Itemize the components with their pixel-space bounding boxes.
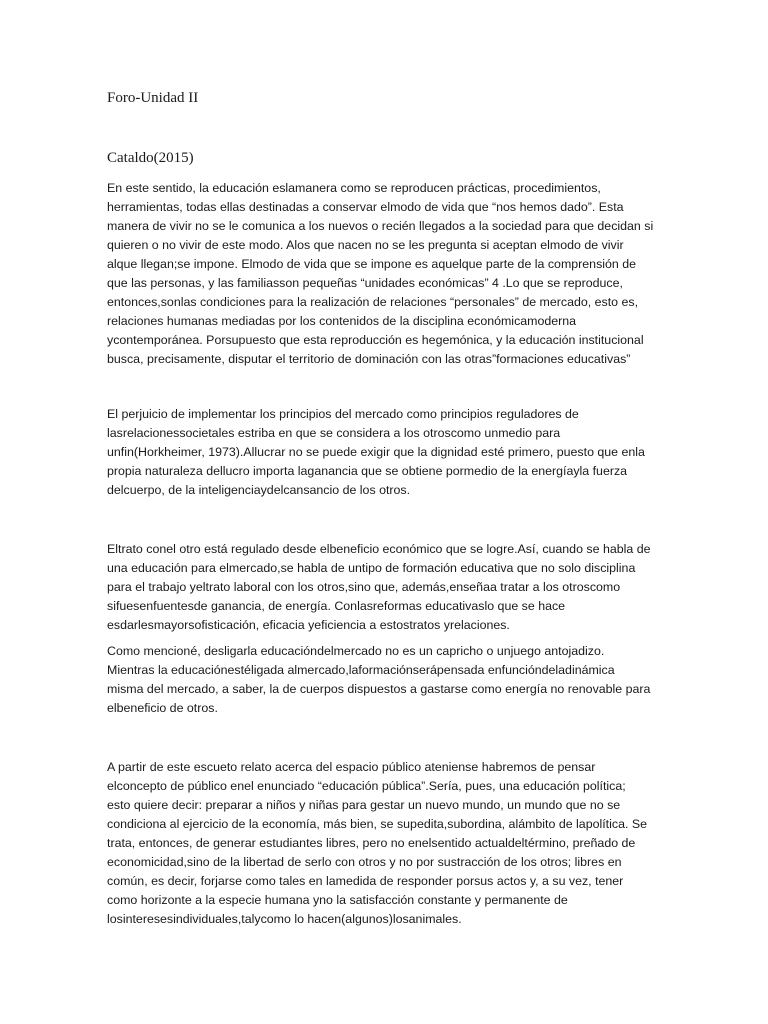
- paragraph: Como mencioné, desligarla educacióndelmercado no es un capricho o unjuego antojadizo. Mientras la educaciónestéligada almercado,laformaciónserápensada enfuncióndeladinámica misma del mercado, a saber, la de cuerpos dispuestos a gastarse como energía no renovable para elbeneficio de otros.: [107, 644, 651, 715]
- paragraph: El perjuicio de implementar los principios del mercado como principios reguladores de lasrelacionessocietales estriba en que se considera a los otroscomo unmedio para unfin(Horkheimer, 1973).Allucrar no se puede exigir que la dignidad esté primero, puesto que enla propia naturaleza dellucro importa laganancia que se obtiene pormedio de la energíayla fuerza delcuerpo, de la inteligenciaydelcansancio de los otros.: [107, 407, 645, 497]
- paragraph: En este sentido, la educación eslamanera como se reproducen prácticas, procedimientos, herramientas, todas ellas destinadas a conservar elmodo de vida que “nos hemos dado”. Esta manera de vivir no se le comunica a los nuevos o recién llegados a la sociedad para que decidan si quieren o no vivir de este modo. Alos que nacen no se les pregunta si aceptan elmodo de vivir alque llegan;se impone. Elmodo de vida que se impone es aquelque parte de la comprensión de que las personas, y las familiasson pequeñas “unidades económicas” 4 .Lo que se reproduce, entonces,sonlas condiciones para la realización de relaciones “personales” de mercado, esto es, relaciones humanas mediadas por los contenidos de la disciplina económicamoderna ycontemporánea. Porsupuesto que esta reproducción es hegemónica, y la educación institucional busca, precisamente, disputar el territorio de dominación con las otras”formaciones educativas”: [107, 181, 654, 366]
- citation-heading: Cataldo(2015): [107, 150, 194, 166]
- paragraph: Eltrato conel otro está regulado desde elbeneficio económico que se logre.Así, cuando se habla de una educación para elmercado,se habla de untipo de formación educativa que no solo disciplina para el trabajo yeltrato laboral con los otros,sino que, además,enseñaa tratar a los otroscomo sifuesenfuentesde ganancia, de energía. Conlasreformas educativaslo que se hace esdarlesmayorsofisticación, eficacia yeficiencia a estostratos yrelaciones.: [107, 542, 651, 632]
- paragraph: A partir de este escueto relato acerca del espacio público ateniense habremos de pensar elconcepto de público enel enunciado “educación pública”.Sería, pues, una educación política; esto quiere decir: preparar a niños y niñas para gestar un nuevo mundo, un mundo que no se condiciona al ejercicio de la economía, más bien, se supedita,subordina, alámbito de lapolítica. Se trata, entonces, de generar estudiantes libres, pero no enelsentido actualdeltérmino, preñado de economicidad,sino de la libertad de serlo con otros y no por sustracción de los otros; libres en común, es decir, forjarse como tales en lamedida de responder porsus actos y, a su vez, tener como horizonte a la especie humana yno la satisfacción constante y permanente de losinteresesindividuales,talycomo lo hacen(algunos)losanimales.: [107, 760, 648, 926]
- document-title: Foro-Unidad II: [107, 90, 199, 106]
